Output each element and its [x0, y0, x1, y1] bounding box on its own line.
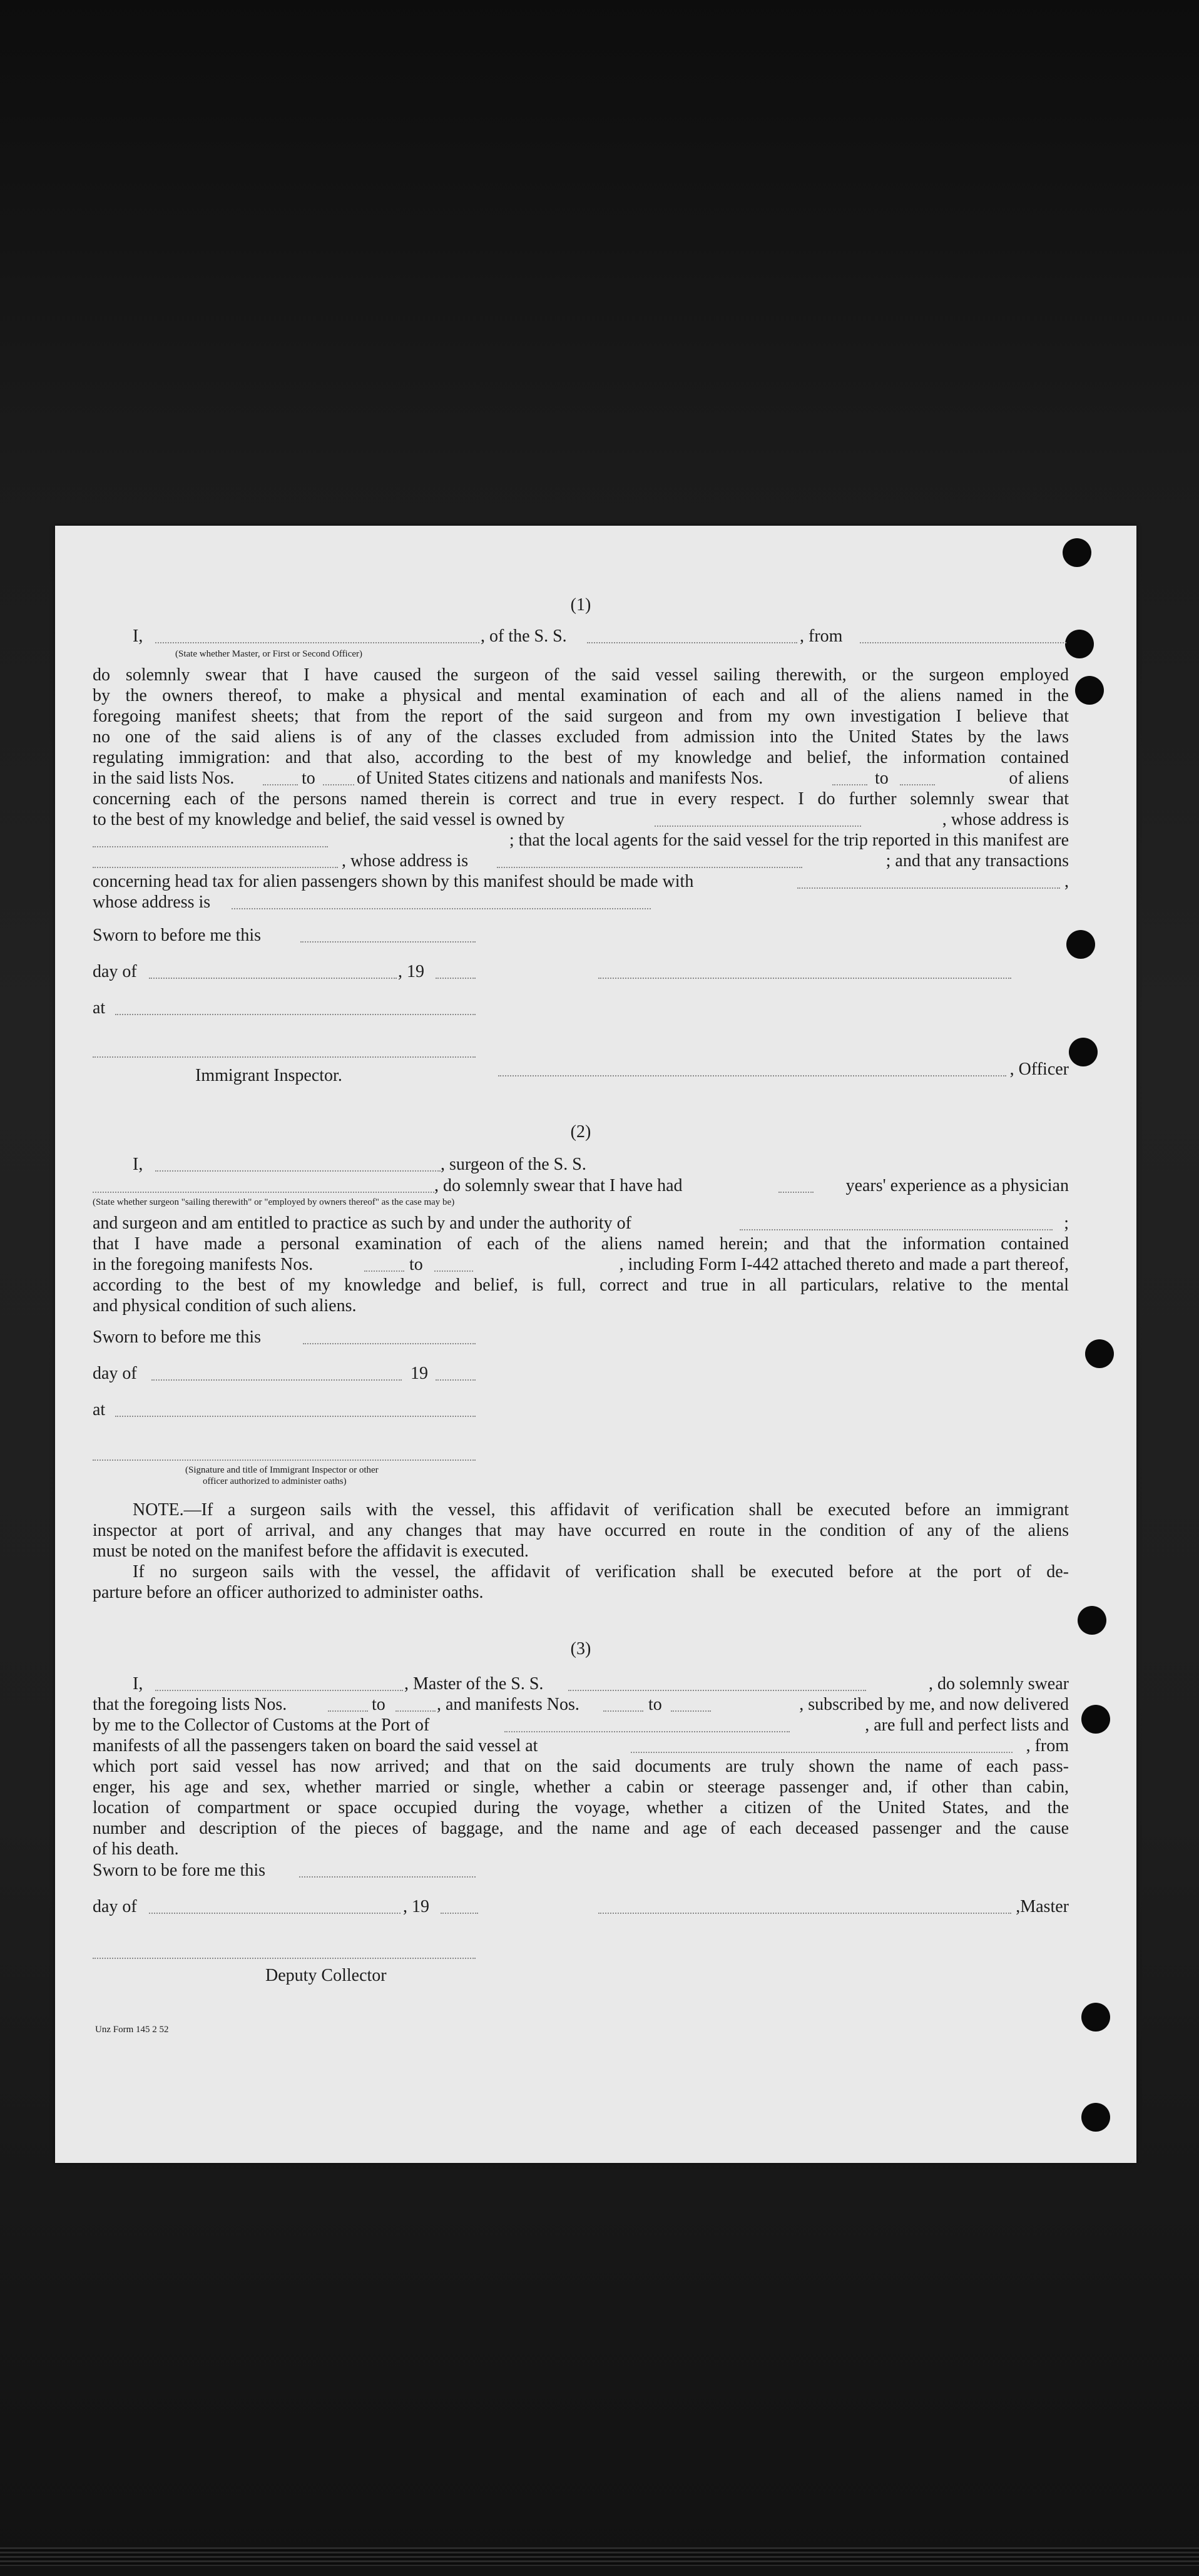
year-blank — [441, 1911, 478, 1914]
owner-address-blank — [93, 845, 328, 847]
sworn-date-blank — [300, 940, 476, 943]
year-prefix-label: 19 — [411, 1364, 428, 1383]
vessel-name-blank — [587, 641, 797, 643]
whose-address-label: whose address is — [93, 892, 211, 912]
head-tax-agent-blank — [797, 886, 1060, 889]
punch-hole — [1081, 2103, 1110, 2132]
years-blank — [778, 1190, 814, 1193]
immigrant-inspector-label: Immigrant Inspector. — [195, 1066, 342, 1085]
s1-of-ss-label: , of the S. S. — [481, 626, 567, 646]
section-1-paragraph — [93, 665, 1069, 768]
port-blank — [504, 1730, 790, 1732]
surgeon-of-ss-label: , surgeon of the S. S. — [441, 1155, 586, 1174]
state-master-caption: (State whether Master, or First or Second Officer) — [175, 649, 363, 659]
s1-line-7-text: concerning each of the persons named therein is correct and true in every respect. I do further solemnly swear that — [93, 789, 1069, 809]
signature-blank — [598, 976, 1011, 979]
s3-paragraph — [93, 1756, 1069, 1859]
lists-nos-label: that the foregoing lists Nos. — [93, 1695, 287, 1714]
manifests-from-blank — [603, 1709, 643, 1712]
agents-address-blank — [497, 866, 802, 868]
authority-label: and surgeon and am entitled to practice as such by and under the authority of — [93, 1214, 631, 1233]
s2-line-2-text: that I have made a personal examination of each of the aliens named herein; and that the information contained — [93, 1234, 1069, 1254]
punch-hole — [1081, 1705, 1110, 1734]
punch-hole — [1078, 1606, 1106, 1635]
inspector-signature-blank — [93, 1055, 476, 1058]
day-of-label: day of — [93, 1364, 137, 1383]
signature-caption-1: (Signature and title of Immigrant Inspector or other — [185, 1465, 379, 1475]
master-name-blank — [155, 1689, 403, 1691]
agents-blank — [93, 866, 338, 868]
s3-i-label: I, — [133, 1674, 143, 1694]
s3-line-6: location of compartment or space occupied during the voyage, whether a citizen of the United States, and the — [93, 1798, 1069, 1817]
collector-signature-blank — [93, 1956, 476, 1959]
punch-hole — [1065, 630, 1094, 658]
punch-hole — [1085, 1339, 1114, 1368]
of-aliens-label: of aliens — [1009, 769, 1069, 788]
lists-to-blank — [395, 1709, 436, 1712]
document-text-area — [93, 526, 1069, 2163]
note-line-4: If no surgeon sails with the vessel, the affidavit of verification shall be executed before at the port of de- — [133, 1562, 1069, 1582]
state-surgeon-caption: (State whether surgeon "sailing therewith" or "employed by owners thereof" as the case may be) — [93, 1197, 455, 1207]
master-of-ss-label: , Master of the S. S. — [404, 1674, 544, 1694]
lists-nos-label: in the said lists Nos. — [93, 769, 235, 788]
deputy-collector-label: Deputy Collector — [265, 1966, 387, 1985]
s1-line-4: no one of the said aliens is of any of the classes excluded from admission into the United States by the laws — [93, 727, 1069, 747]
film-edge-stripes — [0, 2547, 1199, 2566]
year-blank — [436, 976, 476, 979]
s3-line-7: number and description of the pieces of baggage, and the name and age of each deceased passenger and the cause — [93, 1819, 1069, 1838]
to-label: to — [409, 1255, 423, 1274]
s3-line-4: which port said vessel has now arrived; and that on the said documents are truly shown the name of each pass- — [93, 1757, 1069, 1776]
vessel-name-blank — [93, 1190, 434, 1193]
month-blank — [149, 1911, 401, 1914]
transactions-label: ; and that any transactions — [885, 851, 1069, 871]
punch-hole — [1069, 1038, 1098, 1066]
s2-line-2 — [93, 1234, 1069, 1254]
manifests-nos-label: in the foregoing manifests Nos. — [93, 1255, 314, 1274]
s1-i-label: I, — [133, 626, 143, 646]
punch-hole — [1066, 930, 1095, 959]
inspector-signature-blank — [93, 1458, 476, 1461]
to-label: to — [372, 1695, 385, 1714]
owned-by-label: to the best of my knowledge and belief, the said vessel is owned by — [93, 810, 565, 829]
s2-line-5-text: and physical condition of such aliens. — [93, 1296, 357, 1316]
manifests-nos-label: of United States citizens and nationals and manifests Nos. — [357, 769, 763, 788]
authority-blank — [740, 1228, 1053, 1230]
full-perfect-label: , are full and perfect lists and — [865, 1715, 1069, 1735]
comma: , — [1064, 872, 1069, 891]
s2-i-label: I, — [133, 1155, 143, 1174]
punch-hole — [1075, 676, 1104, 705]
manifests-to-blank — [900, 783, 935, 785]
surgeon-note — [93, 1500, 1069, 1603]
note-line-3: must be noted on the manifest before the affidavit is executed. — [93, 1541, 529, 1561]
note-line-2: inspector at port of arrival, and any changes that may have occurred en route in the condition of any of the aliens — [93, 1521, 1069, 1540]
from-port-blank — [860, 641, 1066, 643]
at-place-blank — [115, 1414, 476, 1417]
head-tax-address-blank — [232, 907, 651, 909]
officer-name-blank — [155, 641, 479, 643]
to-label: to — [875, 769, 889, 788]
section-3-number: (3) — [570, 1639, 591, 1659]
manifests-from-blank — [364, 1269, 404, 1272]
sworn-label: Sworn to before me this — [93, 926, 262, 945]
manifest-document-page — [55, 526, 1136, 2163]
manifests-from-blank — [832, 783, 867, 785]
section-1-number: (1) — [570, 595, 591, 615]
taken-on-board-label: manifests of all the passengers taken on board the said vessel at — [93, 1736, 538, 1756]
head-tax-label: concerning head tax for alien passengers shown by this manifest should be made with — [93, 872, 694, 891]
lists-to-blank — [323, 783, 354, 785]
swear-label: , do solemnly swear that I have had — [434, 1176, 683, 1195]
whose-address-label: , whose address is — [342, 851, 469, 871]
whose-address-label: , whose address is — [942, 810, 1069, 829]
note-line-1: NOTE.—If a surgeon sails with the vessel, this affidavit of verification shall be executed before an immigrant — [133, 1500, 1069, 1520]
s2-line-4-text: according to the best of my knowledge and belief, is full, correct and true in all particulars, relative to the mental — [93, 1275, 1069, 1295]
subscribed-label: , subscribed by me, and now delivered — [799, 1695, 1069, 1714]
section-2-number: (2) — [570, 1122, 591, 1142]
officer-label: , Officer — [1009, 1060, 1069, 1079]
s2-lines-4-5 — [93, 1275, 1069, 1316]
vessel-name-blank — [568, 1689, 866, 1691]
note-line-5: parture before an officer authorized to administer oaths. — [93, 1583, 484, 1602]
manifests-to-blank — [434, 1269, 473, 1272]
month-blank — [149, 976, 397, 979]
port-of-label: by me to the Collector of Customs at the Port of — [93, 1715, 430, 1735]
manifests-to-blank — [671, 1709, 711, 1712]
lists-from-blank — [328, 1709, 368, 1712]
master-label: ,Master — [1016, 1897, 1069, 1916]
semicolon: ; — [1064, 1214, 1069, 1233]
s1-line-1: do solemnly swear that I have caused the surgeon of the said vessel sailing therewith, or the surgeon employed — [93, 665, 1069, 685]
sworn-date-blank — [299, 1875, 476, 1878]
form-number: Unz Form 145 2 52 — [95, 2025, 169, 2035]
local-agents-label: ; that the local agents for the said vessel for the trip reported in this manifest are — [509, 831, 1069, 850]
form-i442-label: , including Form I-442 attached thereto and made a part thereof, — [619, 1255, 1069, 1274]
s1-from-label: , from — [800, 626, 843, 646]
day-of-label: day of — [93, 962, 137, 981]
at-label: at — [93, 998, 106, 1018]
lists-from-blank — [263, 783, 298, 785]
years-experience-label: years' experience as a physician — [845, 1176, 1069, 1195]
year-prefix-label: , 19 — [398, 962, 424, 981]
boarding-port-blank — [631, 1751, 1013, 1753]
officer-signature-blank — [498, 1074, 1006, 1076]
signature-caption-2: officer authorized to administer oaths) — [203, 1476, 347, 1486]
owner-blank — [655, 824, 861, 827]
from-label: , from — [1026, 1736, 1069, 1756]
to-label: to — [648, 1695, 662, 1714]
year-prefix-label: , 19 — [403, 1897, 429, 1916]
sworn-date-blank — [303, 1342, 476, 1344]
year-blank — [436, 1378, 476, 1381]
master-signature-blank — [598, 1911, 1011, 1914]
surgeon-name-blank — [155, 1169, 441, 1172]
s3-line-8: of his death. — [93, 1839, 179, 1859]
at-label: at — [93, 1400, 106, 1419]
sworn-label: Sworn to before me this — [93, 1327, 262, 1347]
s1-line-2: by the owners thereof, to make a physical and mental examination of each and all of the aliens named in the — [93, 686, 1069, 705]
s1-line-5: regulating immigration: and that also, according to the best of my knowledge and belief, the information contained — [93, 748, 1069, 767]
to-label: to — [302, 769, 315, 788]
swear-label: , do solemnly swear — [929, 1674, 1069, 1694]
punch-hole — [1081, 2003, 1110, 2032]
s1-line-3: foregoing manifest sheets; that from the report of the said surgeon and from my own investigation I believe that — [93, 707, 1069, 726]
sworn-label: Sworn to be fore me this — [93, 1861, 266, 1880]
day-of-label: day of — [93, 1897, 137, 1916]
manifests-nos-label: , and manifests Nos. — [437, 1695, 579, 1714]
s3-line-5: enger, his age and sex, whether married or single, whether a cabin or steerage passenger and, if other than cabin, — [93, 1777, 1069, 1797]
at-place-blank — [115, 1013, 476, 1015]
s1-line-7 — [93, 789, 1069, 809]
month-blank — [151, 1378, 402, 1381]
